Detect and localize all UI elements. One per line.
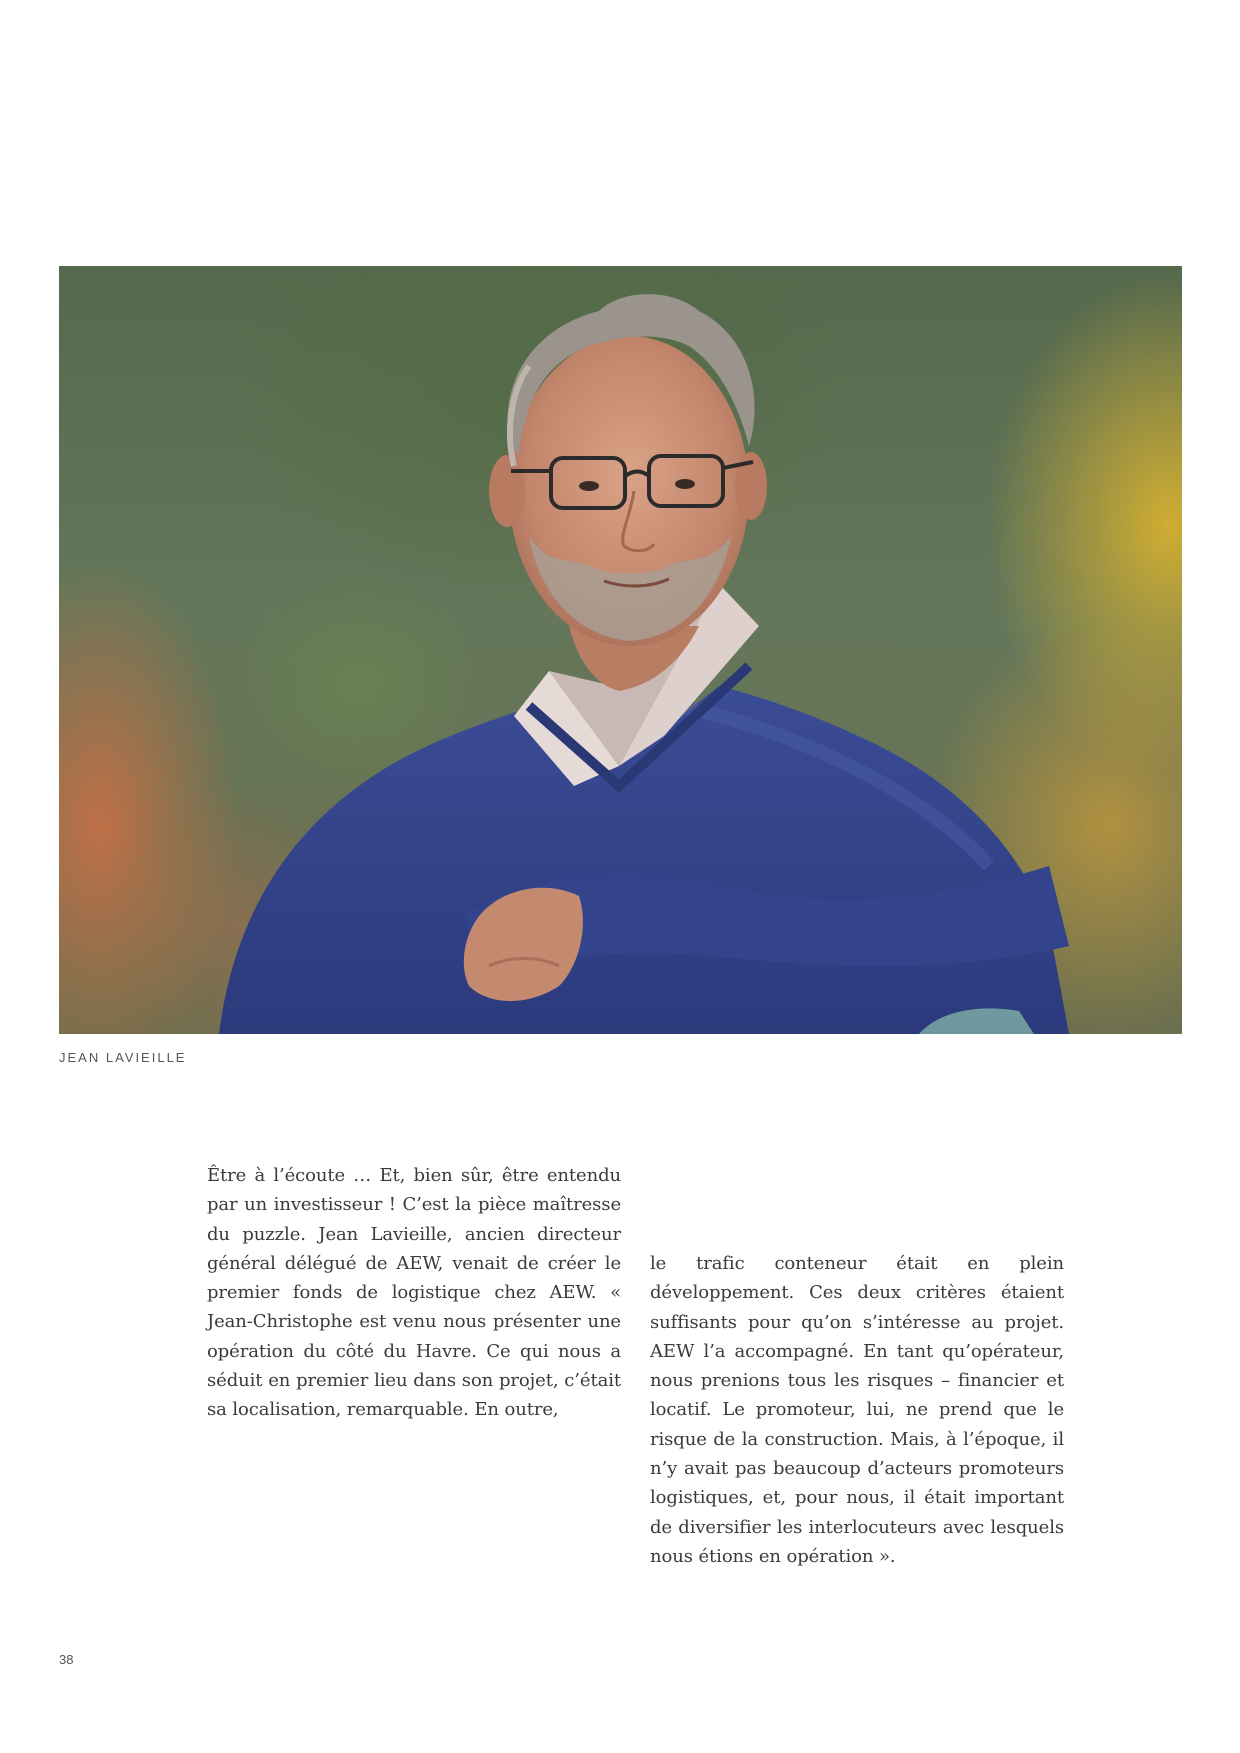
photo-caption: JEAN LAVIEILLE	[59, 1050, 187, 1065]
article-column-2: le trafic conteneur était en plein développement. Ces deux critères étaient suffisants pour qu’on s’intéresse au projet. AEW l’a accompagné. En tant qu’opérateur, nous prenions tous les risques – financier et locatif. Le promoteur, lui, ne prend que le risque de la construction. Mais, à l’époque, il n’y avait pas beaucoup d’acteurs promoteurs logistiques, et, pour nous, il était important de diversifier les interlocuteurs avec lesquels nous étions en opération ».	[650, 1253, 1064, 1567]
page-number: 38	[59, 1652, 74, 1667]
article-column-1: Être à l’écoute … Et, bien sûr, être entendu par un investisseur ! C’est la pièce maîtresse du puzzle. Jean Lavieille, ancien directeur général délégué de AEW, venait de créer le premier fonds de logistique chez AEW. « Jean-Christophe est venu nous présenter une opération du côté du Havre. Ce qui nous a séduit en premier lieu dans son projet, c’était sa localisation, remarquable. En outre,	[207, 1165, 621, 1421]
portrait-illustration	[59, 266, 1182, 1034]
portrait-photo	[59, 266, 1182, 1034]
